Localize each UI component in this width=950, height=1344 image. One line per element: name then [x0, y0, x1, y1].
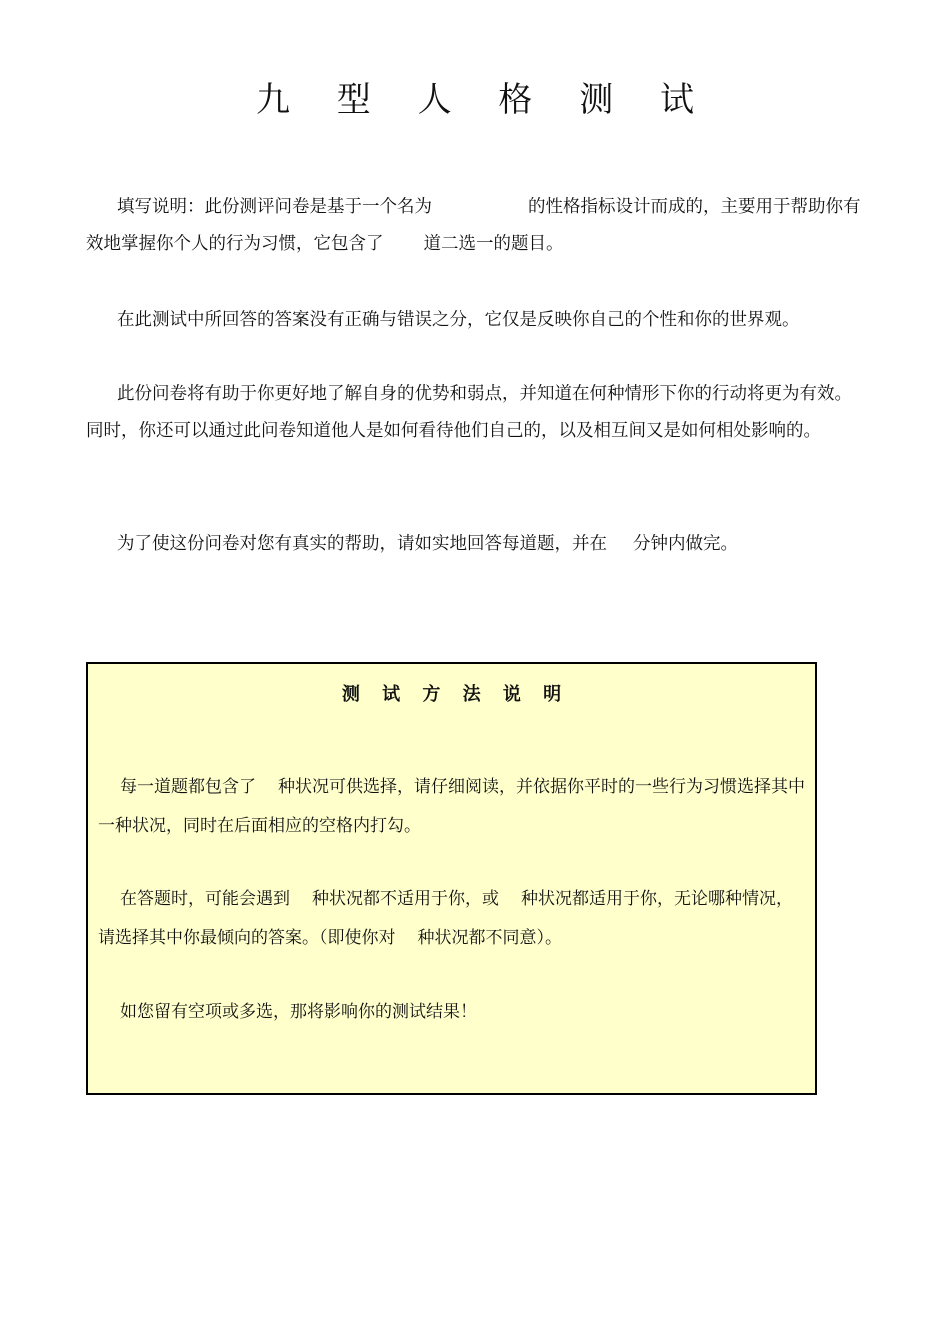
- method-p2-text-a: 在答题时，可能会遇到: [120, 889, 290, 909]
- intro-p1-text-b: 的性格指标设计而成的，主要用于帮助你有效地掌握你个人的行为习惯，它包含了: [86, 197, 861, 254]
- method-p2-text-d: 种状况都不同意）。: [417, 928, 562, 948]
- intro-paragraph-2: [86, 302, 862, 339]
- method-p2-text-b: 种状况都不适用于你，或: [312, 889, 499, 909]
- intro-p4-text-a: 为了使这份问卷对您有真实的帮助，请如实地回答每道题，并在: [117, 534, 607, 554]
- intro-paragraph-1: [86, 189, 862, 263]
- page-title: 九 型 人 格 测 试: [255, 80, 713, 120]
- intro-p2-text: 在此测试中所回答的答案没有正确与错误之分，它仅是反映你自己的个性和你的世界观。: [117, 310, 800, 330]
- intro-paragraph-3: [86, 376, 862, 450]
- method-paragraph-3: 如您留有空项或多选，那将影响你的测试结果！: [120, 1002, 477, 1022]
- intro-paragraph-4: [86, 526, 862, 563]
- method-box-title: 测 试 方 法 说 明: [341, 684, 570, 705]
- method-paragraph-1: [98, 768, 808, 846]
- intro-p3-text: 此份问卷将有助于你更好地了解自身的优势和弱点，并知道在何种情形下你的行动将更为有效。同时，你还可以通过此问卷知道他人是如何看待他们自己的，以及相互间又是如何相处影响的。: [86, 384, 852, 441]
- intro-p4-text-b: 分钟内做完。: [633, 534, 738, 554]
- method-p1-text-b: 种状况可供选择，请仔细阅读，并依据你平时的一些行为习惯选择其中一种状况，同时在后面相应的空格内打勾。: [98, 777, 805, 836]
- method-p1-text-a: 每一道题都包含了: [120, 777, 256, 797]
- method-paragraph-2: [98, 880, 808, 958]
- method-p2-text-c: 种状况都适用于你，无论哪种情况，请选择其中你最倾向的答案。（即使你对: [98, 889, 793, 948]
- intro-p1-text-a: 填写说明：此份测评问卷是基于一个名为: [117, 197, 432, 217]
- intro-p1-text-c: 道二选一的题目。: [423, 234, 564, 254]
